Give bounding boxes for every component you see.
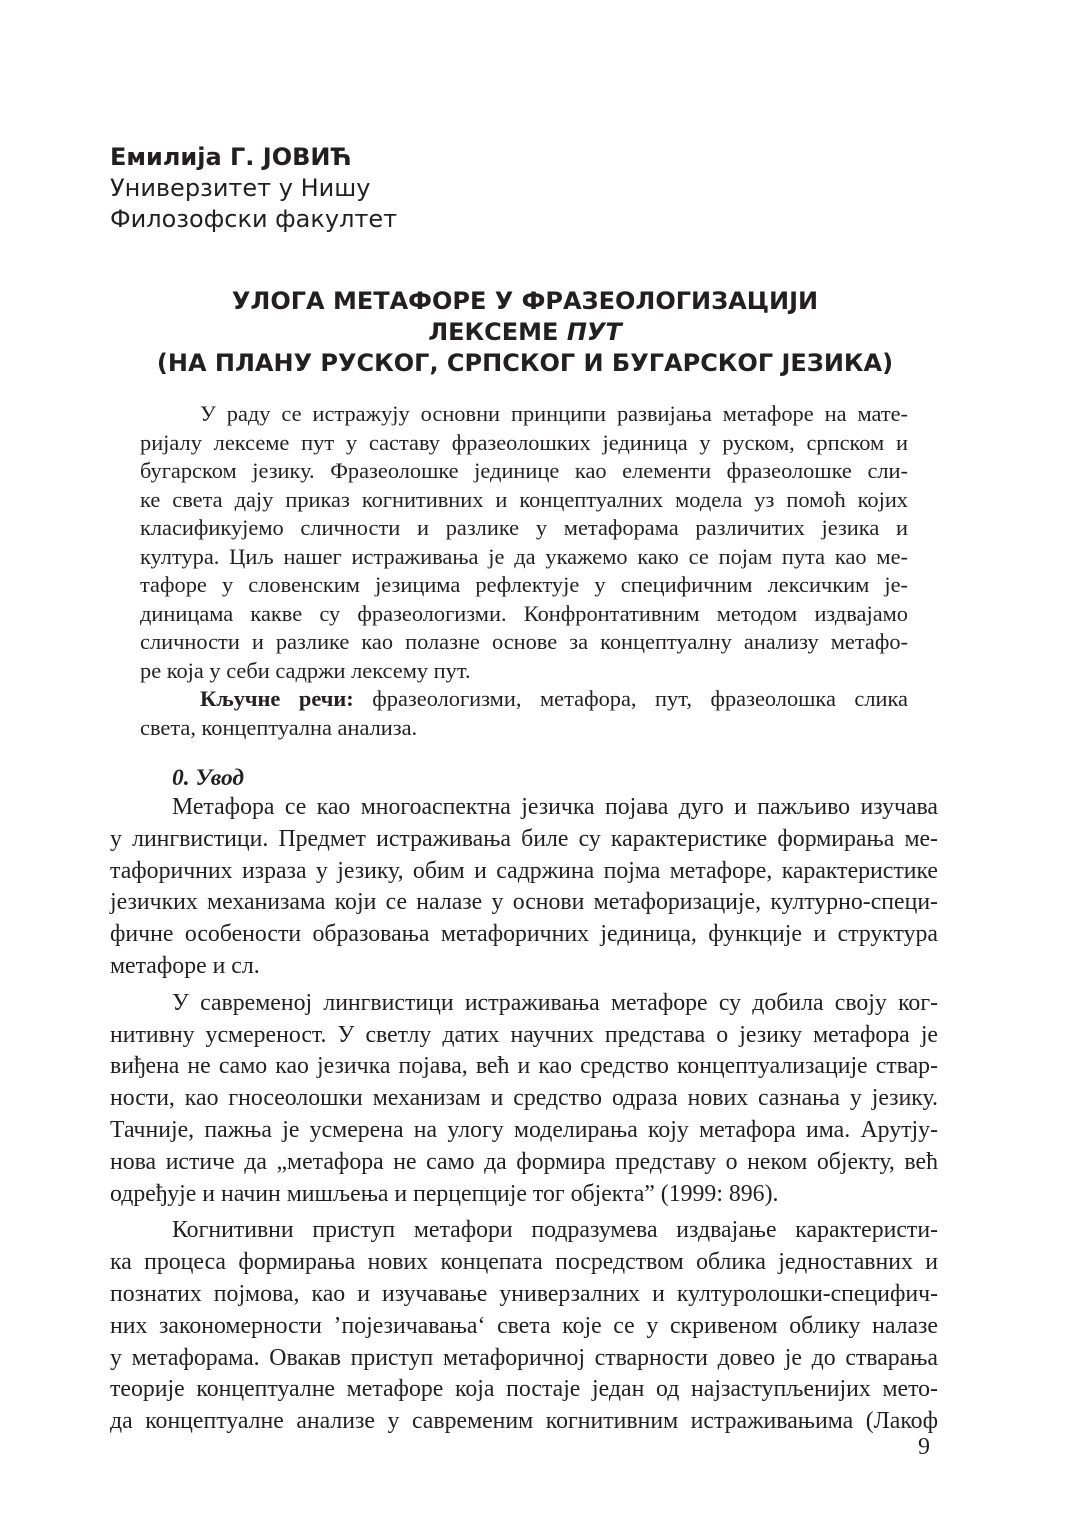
body-line: них закономерности ’појезичавања‘ света које се у скривеном облику налазе xyxy=(110,1312,938,1339)
paper-title xyxy=(110,286,940,379)
author-affiliation-university: Универзитет у Нишу xyxy=(110,174,371,202)
abstract-line: класификујемо сличности и разлике у метафорама различитих језика и xyxy=(140,515,908,540)
author-affiliation-faculty: Филозофски факултет xyxy=(110,205,398,233)
body-line: теорије концептуалне метафоре која постаје један од најзаступљенијих мето- xyxy=(110,1376,938,1403)
body-line: метафоре и сл. xyxy=(110,952,260,979)
page-number: 9 xyxy=(918,1434,930,1460)
title-line-1: УЛОГА МЕТАФОРЕ У ФРАЗЕОЛОГИЗАЦИЈИ xyxy=(231,287,819,315)
body-line: Метафора се као многоаспектна језичка појава дуго и пажљиво изучава xyxy=(172,794,938,820)
title-line-2 xyxy=(110,317,940,348)
keywords-line-2: света, концептуална анализа. xyxy=(140,714,418,740)
abstract-line: сличности и разлике као полазне основе за концептуалну анализу метафо- xyxy=(140,629,908,654)
abstract-line: ке света дају приказ когнитивних и концептуалних модела уз помоћ којих xyxy=(140,486,908,512)
abstract-line: бугарском језику. Фразеолошке јединице као елементи фразеолошке сли- xyxy=(140,458,908,483)
body-line: у лингвистици. Предмет истраживања биле су карактеристике формирања ме- xyxy=(110,825,938,852)
body-text xyxy=(110,792,938,1438)
body-line: Когнитивни приступ метафори подразумева издвајање карактеристи- xyxy=(172,1217,938,1244)
abstract xyxy=(140,400,908,742)
section-heading: 0. Увод xyxy=(172,765,245,791)
body-line: Тачније, пажња је усмерена на улогу моделирања коју метафора има. Арутју- xyxy=(110,1116,938,1143)
body-line: виђена не само као језичка појава, већ и као средство концептуализације ствар- xyxy=(110,1053,938,1080)
body-line: познатих појмова, као и изучавање универзалних и културолошки-специфич- xyxy=(110,1280,938,1307)
abstract-line: ријалу лексеме пут у саставу фразеолошких јединица у руском, српском и xyxy=(140,429,908,455)
body-line: језичких механизама који се налазе у основи метафоризације, културно-специ- xyxy=(110,889,938,916)
body-line: нитивну усмереност. У светлу датих научних представа о језику метафора је xyxy=(110,1021,938,1048)
body-line: да концептуалне анализе у савременим когнитивним истраживањима (Лакоф xyxy=(110,1408,938,1435)
body-line: фичне особености образовања метафоричних јединица, функције и структура xyxy=(110,921,938,948)
body-line: одређује и начин мишљења и перцепције тог објекта” (1999: 896). xyxy=(110,1180,779,1207)
body-line: У савременој лингвистици истраживања метафоре су добила своју ког- xyxy=(172,989,938,1016)
body-line: нова истиче да „метафора не само да формира представу о неком објекту, већ xyxy=(110,1148,938,1175)
keywords-label: Кључне речи: xyxy=(200,686,354,711)
body-line: ка процеса формирања нових концепата посредством облика једноставних и xyxy=(110,1249,938,1276)
title-line-2-prefix: ЛЕКСЕМЕ xyxy=(428,318,567,346)
keywords-text: фразеологизми, метафора, пут, фразеолошка слика xyxy=(353,686,908,711)
abstract-line: тафоре у словенским језицима рефлектује у специфичним лексичким је- xyxy=(140,572,908,597)
abstract-line: диницама какве су фразеологизми. Конфронтативним методом издвајамо xyxy=(140,600,908,626)
body-line: ности, као гносеолошки механизам и средство одраза нових сазнања у језику. xyxy=(110,1085,938,1112)
abstract-line: У раду се истражују основни принципи развијања метафоре на мате- xyxy=(200,401,908,426)
abstract-line: ре која у себи садржи лексему пут. xyxy=(140,657,471,683)
body-line: тафоричних израза у језику, обим и садржина појма метафоре, карактеристике xyxy=(110,857,938,884)
author-name: Емилија Г. ЈОВИЋ xyxy=(110,143,352,171)
title-line-3: (НА ПЛАНУ РУСКОГ, СРПСКОГ И БУГАРСКОГ ЈЕЗИКА) xyxy=(156,349,894,377)
body-line: у метафорама. Овакав приступ метафоричној стварности довео је до стварања xyxy=(110,1344,938,1371)
abstract-line: култура. Циљ нашег истраживања је да укажемо како се појам пута као ме- xyxy=(140,543,908,569)
keywords-line xyxy=(140,685,908,714)
author-block xyxy=(110,142,397,235)
title-line-2-italic: ПУТ xyxy=(566,318,622,346)
